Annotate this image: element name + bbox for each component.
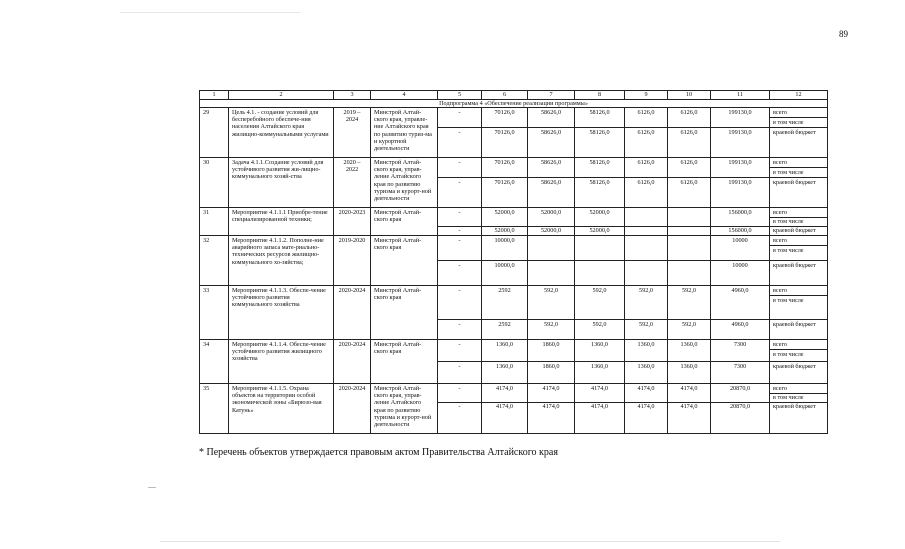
value-cell: -	[438, 362, 482, 384]
row-number: 35	[200, 384, 229, 434]
value-cell: 58626,0	[528, 108, 575, 128]
value-cell: -	[438, 261, 482, 286]
value-cell: 4174,0	[575, 384, 625, 403]
value-cell: 199130,0	[711, 178, 770, 208]
col-header: 4	[371, 91, 438, 100]
col-header: 2	[229, 91, 334, 100]
scan-artifact-line	[120, 12, 300, 13]
value-cell: -	[438, 384, 482, 403]
value-cell: 52000,0	[575, 208, 625, 227]
value-cell: 1860,0	[528, 362, 575, 384]
value-cell: 7300	[711, 340, 770, 362]
table-row	[200, 384, 828, 393]
value-cell: 4960,0	[711, 286, 770, 320]
source-all: всего	[770, 236, 828, 246]
value-cell: 1360,0	[668, 362, 711, 384]
value-cell: 4174,0	[668, 384, 711, 403]
row-number: 34	[200, 340, 229, 384]
value-cell: -	[438, 320, 482, 340]
value-cell: 58626,0	[528, 178, 575, 208]
source-budget: краевой бюджет	[770, 402, 828, 433]
row-number: 31	[200, 208, 229, 236]
row-name: Мероприятие 4.1.1.5. Охрана объектов на территории особой экономической зоны «Бирюзо-вая Катунь»	[229, 384, 334, 434]
value-cell: 592,0	[575, 286, 625, 320]
row-period: 2020-2024	[334, 286, 371, 340]
row-executor: Минстрой Алтай-ского края	[371, 236, 438, 286]
row-executor: Минстрой Алтай-ского края, управ-ление Алтайского края по развитию туризма и курорт-ной деятельности	[371, 158, 438, 208]
table-row	[200, 208, 828, 217]
row-executor: Минстрой Алтай-ского края	[371, 340, 438, 384]
value-cell: 156000,0	[711, 226, 770, 235]
value-cell	[625, 226, 668, 235]
source-all: всего	[770, 108, 828, 118]
value-cell: 1360,0	[575, 362, 625, 384]
scan-artifact-line	[160, 541, 780, 542]
value-cell: 52000,0	[528, 226, 575, 235]
row-executor: Минстрой Алтай-ского края, управ-ление Алтайского края по развитию туризма и курорт-ной деятельности	[371, 384, 438, 434]
source-budget: краевой бюджет	[770, 362, 828, 384]
col-header: 9	[625, 91, 668, 100]
value-cell: 52000,0	[482, 208, 528, 227]
row-name: Задача 4.1.1.Создание условий для устойчивого развития жи-лищно-коммунального хозяй-ства	[229, 158, 334, 208]
value-cell: 1360,0	[668, 340, 711, 362]
value-cell: 4174,0	[625, 402, 668, 433]
value-cell: 592,0	[668, 286, 711, 320]
col-header: 6	[482, 91, 528, 100]
row-period: 2020-2024	[334, 384, 371, 434]
value-cell: -	[438, 208, 482, 227]
value-cell: 6126,0	[668, 178, 711, 208]
value-cell: 10000	[711, 236, 770, 261]
value-cell	[575, 236, 625, 261]
value-cell: 592,0	[668, 320, 711, 340]
row-name: Мероприятие 4.1.1.2. Пополне-ние аварийного запаса мате-риально-технических ресурсов жилищно-коммунального хо-зяйства;	[229, 236, 334, 286]
row-name: Мероприятие 4.1.1.1 Приобре-тение специализированной техники;	[229, 208, 334, 236]
value-cell	[575, 261, 625, 286]
row-period: 2020-2024	[334, 340, 371, 384]
value-cell: 592,0	[575, 320, 625, 340]
col-header: 10	[668, 91, 711, 100]
value-cell: 592,0	[625, 320, 668, 340]
value-cell: 4174,0	[482, 402, 528, 433]
source-incl: в том числе	[770, 118, 828, 128]
value-cell: 58126,0	[575, 158, 625, 178]
value-cell: 20870,0	[711, 402, 770, 433]
row-number: 29	[200, 108, 229, 158]
row-period: 2020 – 2022	[334, 158, 371, 208]
source-budget: краевой бюджет	[770, 226, 828, 235]
value-cell: -	[438, 236, 482, 261]
value-cell: 20870,0	[711, 384, 770, 403]
value-cell: 4174,0	[575, 402, 625, 433]
value-cell: 6126,0	[625, 108, 668, 128]
value-cell: 70126,0	[482, 178, 528, 208]
value-cell: -	[438, 226, 482, 235]
col-header: 7	[528, 91, 575, 100]
value-cell: 52000,0	[528, 208, 575, 227]
value-cell: 4174,0	[482, 384, 528, 403]
source-all: всего	[770, 286, 828, 296]
value-cell: 199130,0	[711, 128, 770, 158]
row-number: 30	[200, 158, 229, 208]
col-header: 12	[770, 91, 828, 100]
value-cell	[668, 208, 711, 227]
source-incl: в том числе	[770, 350, 828, 362]
value-cell: 4174,0	[528, 384, 575, 403]
source-all: всего	[770, 384, 828, 393]
value-cell: 592,0	[528, 320, 575, 340]
source-incl: в том числе	[770, 217, 828, 226]
value-cell: 592,0	[625, 286, 668, 320]
source-incl: в том числе	[770, 296, 828, 320]
row-name: Цель 4.1. - создание условий для бесперебойного обеспече-ния населения Алтайского края жилищно-коммунальными услугами	[229, 108, 334, 158]
value-cell: 58126,0	[575, 178, 625, 208]
value-cell: 1360,0	[625, 362, 668, 384]
value-cell: 1860,0	[528, 340, 575, 362]
value-cell: 1360,0	[482, 340, 528, 362]
row-executor: Минстрой Алтай-ского края	[371, 286, 438, 340]
value-cell: 6126,0	[625, 158, 668, 178]
value-cell: 10000	[711, 261, 770, 286]
row-period: 2019-2020	[334, 236, 371, 286]
value-cell: 2592	[482, 320, 528, 340]
value-cell: 10000,0	[482, 261, 528, 286]
value-cell: 2592	[482, 286, 528, 320]
source-incl: в том числе	[770, 246, 828, 261]
value-cell	[528, 236, 575, 261]
value-cell: 70126,0	[482, 108, 528, 128]
value-cell: 156000,0	[711, 208, 770, 227]
value-cell: -	[438, 340, 482, 362]
value-cell: 1360,0	[575, 340, 625, 362]
row-name: Мероприятие 4.1.1.4. Обеспе-чение устойчивого развития жилищного хозяйства	[229, 340, 334, 384]
value-cell: 6126,0	[625, 128, 668, 158]
row-number: 33	[200, 286, 229, 340]
value-cell: -	[438, 158, 482, 178]
value-cell: 6126,0	[625, 178, 668, 208]
column-number-row	[200, 91, 828, 100]
value-cell: 52000,0	[482, 226, 528, 235]
value-cell: 4174,0	[528, 402, 575, 433]
table-row	[200, 108, 828, 118]
value-cell: 199130,0	[711, 158, 770, 178]
value-cell: 58126,0	[575, 128, 625, 158]
subprogram-row	[200, 100, 828, 108]
value-cell: 1360,0	[482, 362, 528, 384]
row-executor: Минстрой Алтай-ского края	[371, 208, 438, 236]
value-cell: 10000,0	[482, 236, 528, 261]
row-number: 32	[200, 236, 229, 286]
footnote: * Перечень объектов утверждается правовым актом Правительства Алтайского края	[199, 447, 558, 458]
row-name: Мероприятие 4.1.1.3. Обеспе-чение устойчивого развития коммунального хозяйства	[229, 286, 334, 340]
value-cell: 58626,0	[528, 158, 575, 178]
value-cell	[625, 261, 668, 286]
source-budget: краевой бюджет	[770, 178, 828, 208]
value-cell: -	[438, 128, 482, 158]
value-cell	[668, 261, 711, 286]
value-cell	[668, 226, 711, 235]
value-cell: 58626,0	[528, 128, 575, 158]
col-header: 11	[711, 91, 770, 100]
value-cell: 70126,0	[482, 128, 528, 158]
source-incl: в том числе	[770, 393, 828, 402]
value-cell: 70126,0	[482, 158, 528, 178]
value-cell: 7300	[711, 362, 770, 384]
value-cell: 1360,0	[625, 340, 668, 362]
value-cell: 4960,0	[711, 320, 770, 340]
source-budget: краевой бюджет	[770, 320, 828, 340]
table-row	[200, 340, 828, 350]
col-header: 3	[334, 91, 371, 100]
value-cell: -	[438, 108, 482, 128]
value-cell: 6126,0	[668, 158, 711, 178]
row-executor: Минстрой Алтай-ского края, управле-ние Алтайского края по развитию туриз-ма и курортной деятельности	[371, 108, 438, 158]
page-number: 89	[839, 29, 848, 39]
row-period: 2020-2023	[334, 208, 371, 236]
col-header: 5	[438, 91, 482, 100]
row-period: 2019 – 2024	[334, 108, 371, 158]
value-cell: 6126,0	[668, 128, 711, 158]
value-cell: 592,0	[528, 286, 575, 320]
value-cell	[625, 236, 668, 261]
scan-mark	[148, 487, 156, 488]
subprogram-title: Подпрограмма 4 «Обеспечение реализации программы»	[200, 100, 828, 108]
value-cell: 4174,0	[668, 402, 711, 433]
source-all: всего	[770, 158, 828, 168]
col-header: 1	[200, 91, 229, 100]
value-cell: 6126,0	[668, 108, 711, 128]
value-cell: -	[438, 286, 482, 320]
value-cell	[528, 261, 575, 286]
source-incl: в том числе	[770, 168, 828, 178]
program-table	[199, 90, 828, 434]
table-row	[200, 286, 828, 296]
value-cell: -	[438, 402, 482, 433]
source-budget: краевой бюджет	[770, 261, 828, 286]
value-cell: 4174,0	[625, 384, 668, 403]
value-cell	[625, 208, 668, 227]
source-all: всего	[770, 208, 828, 217]
table-row	[200, 158, 828, 168]
value-cell: 199130,0	[711, 108, 770, 128]
source-all: всего	[770, 340, 828, 350]
value-cell: 52000,0	[575, 226, 625, 235]
table-row	[200, 236, 828, 246]
value-cell	[668, 236, 711, 261]
source-budget: краевой бюджет	[770, 128, 828, 158]
value-cell: -	[438, 178, 482, 208]
col-header: 8	[575, 91, 625, 100]
value-cell: 58126,0	[575, 108, 625, 128]
